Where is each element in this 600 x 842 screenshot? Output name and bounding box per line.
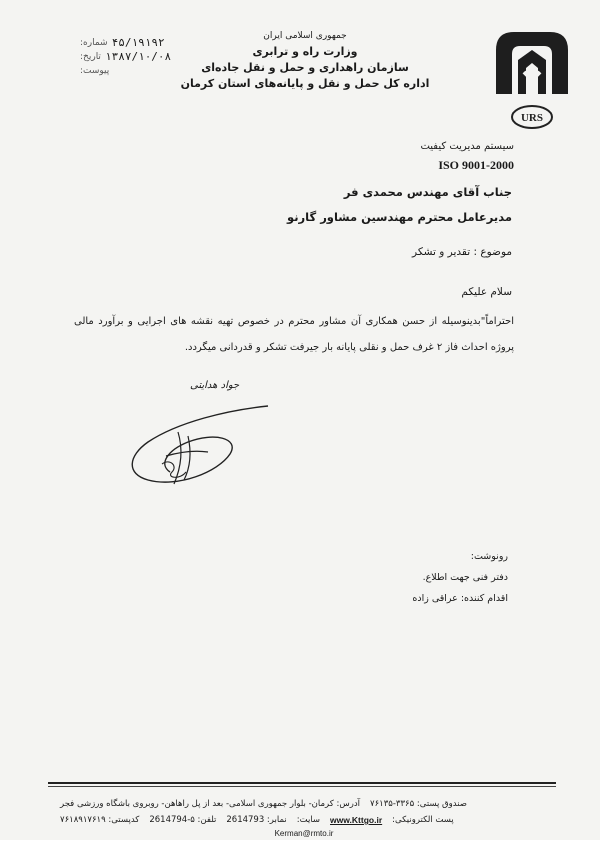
footer-rule [48,782,556,784]
footer-phone: تلفن: ۵-2614794 [149,815,217,825]
recipient-title: مدیرعامل محترم مهندسین مشاور گارنو [287,210,512,224]
cc-block [308,546,508,609]
body-paragraph: احتراماً"بدینوسیله از حسن همکاری آن مشاور محترم در خصوص تهیه نقشه های اجرایی و برآورد مالی پروژه احداث فاز ۲ غرف حمل و نقلی پایانه بار جیرفت تشکر و قدردانی میگردد. [74,316,514,353]
org-heading [170,28,440,92]
recipient-name: جناب آقای مهندس محمدی فر [343,185,512,199]
number-label: شماره: [80,38,108,48]
footer-email-label: پست الکترونیکی: [392,815,454,825]
footer-rule-thin [48,786,556,787]
footer-postal-code: کدپستی: ۷۶۱۸۹۱۷۶۱۹ [60,815,140,825]
footer-address: آدرس: کرمان- بلوار جمهوری اسلامی- بعد از پل راهاهن- روبروی باشگاه ورزشی فجر [60,799,360,809]
number-value: ۴۵/۱۹۱۹۲ [111,36,165,49]
cc-title: رونوشت: [470,551,508,562]
attachment-label: پیوست: [80,66,110,76]
recipient-block [82,180,512,230]
letter-footer [60,796,548,842]
urs-certification-logo [510,104,554,130]
handwritten-signature [118,392,278,502]
signer-name: جواد هدایتی [190,380,240,391]
footer-website-link[interactable]: www.Kttgo.ir [330,815,383,825]
cc-line-technical-office: دفتر فنی جهت اطلاع. [422,572,508,583]
iso-standard: ISO 9001-2000 [438,158,514,172]
ministry-logo [492,28,572,96]
footer-pobox: صندوق پستی: ۳۳۶۵-۷۶۱۳۵ [370,799,467,809]
subject-line: موضوع : تقدیر و تشکر [412,246,512,258]
footer-fax: نمابر: 2614793 [226,815,287,825]
footer-row-address [60,796,548,812]
greeting: سلام علیکم [461,286,512,298]
org-line-ministry: وزارت راه و ترابری [252,45,358,58]
footer-site-label: سایت: [296,815,321,825]
org-line-organization: سازمان راهداری و حمل و نقل جاده‌ای [201,61,409,74]
date-value: ۱۳۸۷/۱۰/۰۸ [104,50,172,63]
urs-logo-text: URS [520,112,544,124]
org-line-country: جمهوری اسلامی ایران [263,31,347,41]
org-line-department: اداره کل حمل و نقل و پایانه‌های استان کرمان [180,77,430,90]
cc-line-action-by: اقدام کننده: عراقی زاده [412,593,508,604]
quality-system [420,138,514,174]
quality-title: سیستم مدیریت کیفیت [420,141,514,152]
date-label: تاریخ: [80,52,101,62]
footer-email-link[interactable]: Kerman@rmto.ir [274,829,334,838]
